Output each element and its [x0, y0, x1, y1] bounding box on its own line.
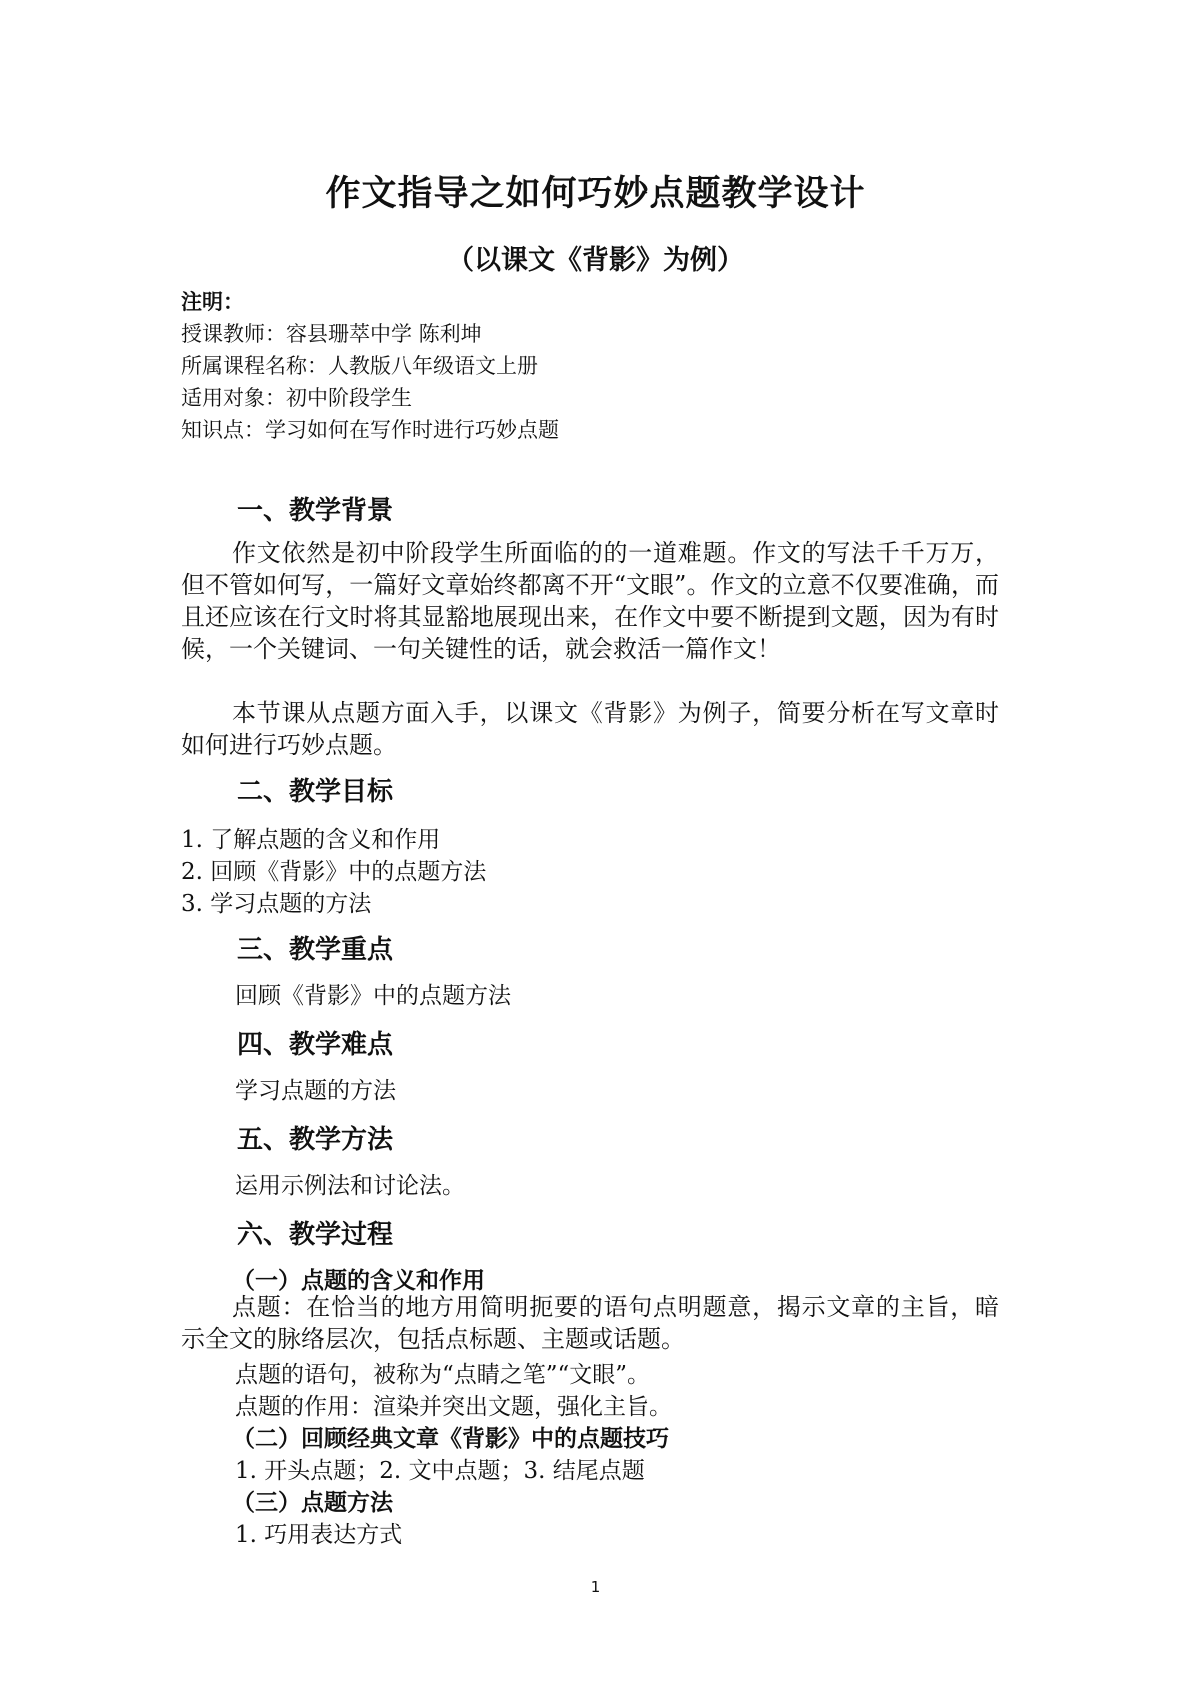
document-title: 作文指导之如何巧妙点题教学设计 [325, 173, 866, 214]
subsection-heading-methods: （三）点题方法 [232, 1489, 393, 1516]
notes-audience: 适用对象：初中阶段学生 [181, 386, 412, 410]
goal-item-2: 2. 回顾《背影》中的点题方法 [181, 859, 487, 885]
review-text: 1. 开头点题；2. 文中点题；3. 结尾点题 [235, 1458, 645, 1484]
goal-item-3: 3. 学习点题的方法 [181, 891, 372, 917]
goal-item-1: 1. 了解点题的含义和作用 [181, 827, 441, 853]
meaning-line-3: 点题的作用：渲染并突出文题，强化主旨。 [235, 1394, 672, 1420]
subsection-heading-meaning: （一）点题的含义和作用 [232, 1267, 485, 1294]
meaning-paragraph: 点题：在恰当的地方用简明扼要的语句点明题意，揭示文章的主旨，暗示全文的脉络层次，包括点标题、主题或话题。 [181, 1293, 999, 1353]
background-paragraph-1: 作文依然是初中阶段学生所面临的的一道难题。作文的写法千千万万，但不管如何写，一篇好文章始终都离不开“文眼”。作文的立意不仅要准确，而且还应该在行文时将其显豁地展现出来，在作文中要不断提到文题，因为有时候，一个关键词、一句关键性的话，就会救活一篇作文！ [181, 539, 999, 663]
page-number: 1 [590, 1578, 601, 1596]
notes-knowledge: 知识点：学习如何在写作时进行巧妙点题 [181, 418, 559, 442]
difficulty-text: 学习点题的方法 [235, 1078, 396, 1104]
section-heading-difficulty: 四、教学难点 [237, 1030, 394, 1060]
meaning-line-2: 点题的语句，被称为“点睛之笔”“文眼”。 [235, 1362, 651, 1388]
section-heading-background: 一、教学背景 [237, 496, 394, 526]
document-subtitle: （以课文《背影》为例） [447, 245, 744, 276]
background-paragraph-2: 本节课从点题方面入手，以课文《背影》为例子，简要分析在写文章时如何进行巧妙点题。 [181, 699, 999, 759]
section-heading-goals: 二、教学目标 [237, 777, 394, 807]
notes-teacher: 授课教师：容县珊萃中学 陈利坤 [181, 322, 482, 346]
method-text: 运用示例法和讨论法。 [235, 1173, 465, 1199]
section-heading-process: 六、教学过程 [237, 1220, 394, 1250]
methods-text: 1. 巧用表达方式 [235, 1522, 403, 1548]
key-point-text: 回顾《背影》中的点题方法 [235, 983, 511, 1009]
notes-label: 注明： [181, 290, 244, 314]
section-heading-key-point: 三、教学重点 [237, 935, 394, 965]
section-heading-method: 五、教学方法 [237, 1125, 394, 1155]
notes-course: 所属课程名称：人教版八年级语文上册 [181, 354, 538, 378]
subsection-heading-review: （二）回顾经典文章《背影》中的点题技巧 [232, 1425, 669, 1452]
